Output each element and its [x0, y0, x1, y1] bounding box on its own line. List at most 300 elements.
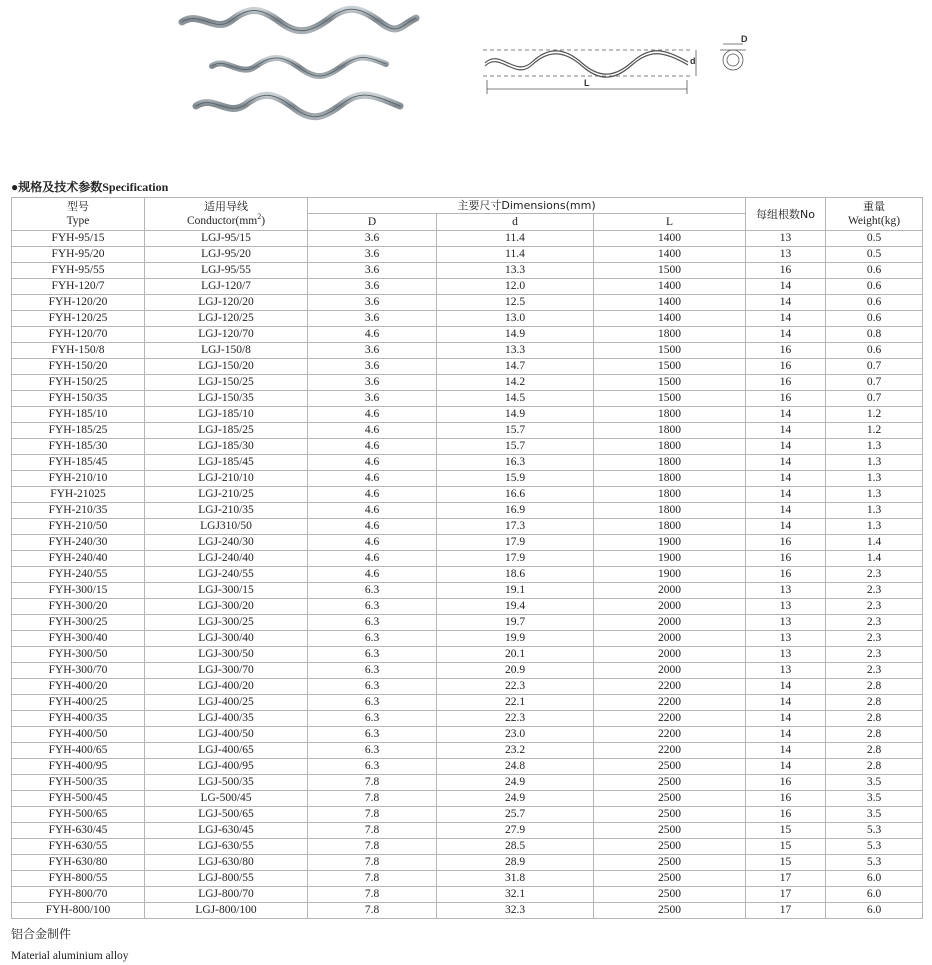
table-cell: 1500: [594, 343, 746, 359]
table-row: [12, 775, 923, 791]
table-cell: 0.7: [826, 391, 923, 407]
table-cell: 0.5: [826, 247, 923, 263]
table-cell: FYH-400/95: [12, 759, 145, 775]
table-cell: 1.2: [826, 407, 923, 423]
table-cell: 2.3: [826, 647, 923, 663]
header-D: D: [308, 214, 437, 231]
table-cell: LGJ-120/25: [145, 311, 308, 327]
header-conductor-en: $Conductor(mm^2)$: [186, 212, 266, 227]
label-L: L: [584, 78, 590, 88]
table-cell: 6.3: [308, 695, 437, 711]
table-cell: LGJ-800/55: [145, 871, 308, 887]
table-cell: LGJ-300/15: [145, 583, 308, 599]
header-type-cn: 型号: [67, 200, 89, 213]
material-note-en: Material aluminium alloy: [11, 950, 129, 962]
table-cell: 2.8: [826, 727, 923, 743]
table-row: [12, 503, 923, 519]
table-cell: 7.8: [308, 871, 437, 887]
table-cell: 7.8: [308, 887, 437, 903]
table-cell: 2.3: [826, 631, 923, 647]
table-cell: FYH-240/55: [12, 567, 145, 583]
table-cell: 6.3: [308, 679, 437, 695]
table-cell: LGJ-400/95: [145, 759, 308, 775]
table-cell: FYH-800/70: [12, 887, 145, 903]
table-cell: 1800: [594, 407, 746, 423]
table-cell: 1900: [594, 567, 746, 583]
table-cell: 0.6: [826, 295, 923, 311]
table-cell: 2500: [594, 855, 746, 871]
table-cell: FYH-400/50: [12, 727, 145, 743]
table-cell: 22.1: [437, 695, 594, 711]
table-cell: 1800: [594, 487, 746, 503]
table-cell: LGJ-150/25: [145, 375, 308, 391]
table-cell: 14: [746, 423, 826, 439]
table-cell: 14: [746, 455, 826, 471]
table-cell: 2.8: [826, 679, 923, 695]
table-cell: FYH-185/30: [12, 439, 145, 455]
table-cell: 22.3: [437, 679, 594, 695]
table-cell: FYH-185/25: [12, 423, 145, 439]
table-cell: 1.3: [826, 503, 923, 519]
table-cell: LGJ-800/70: [145, 887, 308, 903]
header-type: [12, 198, 145, 231]
table-cell: 2.3: [826, 567, 923, 583]
table-cell: 16: [746, 375, 826, 391]
table-cell: FYH-300/25: [12, 615, 145, 631]
table-row: [12, 391, 923, 407]
table-cell: 1800: [594, 455, 746, 471]
table-cell: 6.3: [308, 583, 437, 599]
table-cell: FYH-400/65: [12, 743, 145, 759]
table-cell: 6.3: [308, 743, 437, 759]
table-cell: 32.3: [437, 903, 594, 919]
table-cell: 3.6: [308, 375, 437, 391]
table-cell: LG-500/45: [145, 791, 308, 807]
table-cell: FYH-630/80: [12, 855, 145, 871]
table-cell: 4.6: [308, 439, 437, 455]
table-cell: LGJ-240/30: [145, 535, 308, 551]
table-cell: FYH-120/20: [12, 295, 145, 311]
table-cell: LGJ-185/10: [145, 407, 308, 423]
table-body: [12, 231, 923, 919]
table-cell: FYH-500/35: [12, 775, 145, 791]
table-cell: FYH-300/50: [12, 647, 145, 663]
table-row: [12, 359, 923, 375]
table-cell: 7.8: [308, 839, 437, 855]
table-cell: 16: [746, 807, 826, 823]
table-cell: 2500: [594, 807, 746, 823]
table-cell: 15.7: [437, 423, 594, 439]
table-cell: LGJ-300/20: [145, 599, 308, 615]
table-cell: 32.1: [437, 887, 594, 903]
table-cell: 2.3: [826, 663, 923, 679]
table-cell: 2500: [594, 871, 746, 887]
table-cell: 2000: [594, 647, 746, 663]
table-cell: 3.6: [308, 247, 437, 263]
label-D: D: [741, 34, 748, 44]
table-row: [12, 871, 923, 887]
table-cell: 6.3: [308, 727, 437, 743]
table-cell: 1400: [594, 295, 746, 311]
table-cell: 6.3: [308, 631, 437, 647]
table-cell: 16: [746, 567, 826, 583]
table-cell: 1.2: [826, 423, 923, 439]
table-cell: LGJ-150/35: [145, 391, 308, 407]
table-cell: 12.0: [437, 279, 594, 295]
table-cell: FYH-150/25: [12, 375, 145, 391]
table-cell: LGJ-185/30: [145, 439, 308, 455]
table-cell: 6.0: [826, 887, 923, 903]
table-cell: 0.6: [826, 279, 923, 295]
table-cell: LGJ-240/40: [145, 551, 308, 567]
table-cell: 4.6: [308, 519, 437, 535]
header-weight-en: Weight(kg): [847, 215, 901, 227]
table-cell: FYH-120/70: [12, 327, 145, 343]
table-row: [12, 423, 923, 439]
table-cell: LGJ-95/55: [145, 263, 308, 279]
table-cell: 13.3: [437, 343, 594, 359]
table-cell: 14: [746, 679, 826, 695]
table-cell: FYH-300/40: [12, 631, 145, 647]
table-cell: 1.4: [826, 551, 923, 567]
table-cell: LGJ-210/25: [145, 487, 308, 503]
table-cell: 6.3: [308, 663, 437, 679]
table-cell: 5.3: [826, 855, 923, 871]
table-row: [12, 327, 923, 343]
table-row: [12, 439, 923, 455]
table-cell: 12.5: [437, 295, 594, 311]
table-row: [12, 791, 923, 807]
table-cell: 16.9: [437, 503, 594, 519]
table-cell: 19.1: [437, 583, 594, 599]
table-row: [12, 759, 923, 775]
table-row: [12, 535, 923, 551]
table-cell: 2.8: [826, 743, 923, 759]
table-cell: 2000: [594, 599, 746, 615]
table-cell: 13: [746, 599, 826, 615]
table-row: [12, 375, 923, 391]
table-cell: 24.9: [437, 791, 594, 807]
table-cell: FYH-240/40: [12, 551, 145, 567]
table-cell: 1400: [594, 231, 746, 247]
table-cell: FYH-210/10: [12, 471, 145, 487]
table-cell: LGJ-120/7: [145, 279, 308, 295]
table-cell: 0.6: [826, 311, 923, 327]
table-cell: LGJ-240/55: [145, 567, 308, 583]
table-cell: 25.7: [437, 807, 594, 823]
table-cell: 6.0: [826, 903, 923, 919]
table-cell: 1400: [594, 247, 746, 263]
table-cell: 5.3: [826, 839, 923, 855]
table-cell: FYH-95/55: [12, 263, 145, 279]
table-cell: 20.9: [437, 663, 594, 679]
table-cell: 3.5: [826, 775, 923, 791]
table-row: [12, 743, 923, 759]
table-cell: 0.6: [826, 343, 923, 359]
table-cell: LGJ-120/20: [145, 295, 308, 311]
table-cell: 2000: [594, 583, 746, 599]
table-cell: 2200: [594, 695, 746, 711]
table-cell: 13: [746, 647, 826, 663]
table-cell: 14: [746, 471, 826, 487]
table-cell: 15: [746, 823, 826, 839]
table-row: [12, 663, 923, 679]
table-cell: 4.6: [308, 471, 437, 487]
table-cell: 1900: [594, 535, 746, 551]
table-cell: 17: [746, 887, 826, 903]
table-cell: 13: [746, 663, 826, 679]
table-cell: 16: [746, 359, 826, 375]
table-cell: LGJ310/50: [145, 519, 308, 535]
table-row: [12, 711, 923, 727]
table-cell: 17: [746, 903, 826, 919]
table-cell: 16: [746, 535, 826, 551]
table-cell: 4.6: [308, 535, 437, 551]
header-weight: [826, 198, 923, 231]
table-cell: 0.5: [826, 231, 923, 247]
table-cell: 5.3: [826, 823, 923, 839]
table-cell: 15.9: [437, 471, 594, 487]
table-cell: 1800: [594, 327, 746, 343]
table-cell: 17.9: [437, 551, 594, 567]
table-cell: 3.6: [308, 279, 437, 295]
table-cell: 2000: [594, 615, 746, 631]
table-cell: 13: [746, 631, 826, 647]
table-row: [12, 839, 923, 855]
table-cell: 19.9: [437, 631, 594, 647]
table-cell: FYH-185/10: [12, 407, 145, 423]
table-cell: FYH-185/45: [12, 455, 145, 471]
table-cell: LGJ-150/20: [145, 359, 308, 375]
table-cell: LGJ-400/20: [145, 679, 308, 695]
table-cell: LGJ-185/25: [145, 423, 308, 439]
table-cell: 2200: [594, 743, 746, 759]
table-cell: LGJ-210/35: [145, 503, 308, 519]
table-cell: 7.8: [308, 903, 437, 919]
table-cell: LGJ-400/50: [145, 727, 308, 743]
table-cell: 3.6: [308, 359, 437, 375]
table-cell: 2500: [594, 839, 746, 855]
table-cell: 1800: [594, 519, 746, 535]
table-cell: 14: [746, 487, 826, 503]
table-cell: 2500: [594, 903, 746, 919]
table-row: [12, 551, 923, 567]
table-cell: 7.8: [308, 775, 437, 791]
table-cell: 0.8: [826, 327, 923, 343]
table-cell: 2000: [594, 631, 746, 647]
table-cell: 1900: [594, 551, 746, 567]
table-cell: LGJ-800/100: [145, 903, 308, 919]
table-row: [12, 647, 923, 663]
table-row: [12, 615, 923, 631]
table-cell: 16.3: [437, 455, 594, 471]
table-cell: 1500: [594, 375, 746, 391]
table-row: [12, 679, 923, 695]
table-row: [12, 455, 923, 471]
table-cell: FYH-21025: [12, 487, 145, 503]
table-cell: 2.3: [826, 583, 923, 599]
table-cell: FYH-210/35: [12, 503, 145, 519]
table-cell: 23.2: [437, 743, 594, 759]
table-cell: 0.7: [826, 375, 923, 391]
table-cell: 6.3: [308, 615, 437, 631]
table-cell: 14: [746, 407, 826, 423]
table-cell: 6.3: [308, 599, 437, 615]
table-row: [12, 583, 923, 599]
table-cell: 14.5: [437, 391, 594, 407]
table-cell: 2500: [594, 791, 746, 807]
table-cell: 19.7: [437, 615, 594, 631]
table-cell: 3.5: [826, 791, 923, 807]
table-cell: 1500: [594, 391, 746, 407]
table-cell: 1.3: [826, 487, 923, 503]
table-cell: 2.8: [826, 711, 923, 727]
table-row: [12, 599, 923, 615]
table-cell: 14: [746, 695, 826, 711]
table-cell: 3.6: [308, 263, 437, 279]
table-cell: FYH-500/65: [12, 807, 145, 823]
table-cell: 24.9: [437, 775, 594, 791]
table-cell: 0.6: [826, 263, 923, 279]
table-cell: LGJ-300/50: [145, 647, 308, 663]
table-cell: 13: [746, 583, 826, 599]
table-cell: 2500: [594, 823, 746, 839]
table-cell: 7.8: [308, 807, 437, 823]
table-cell: FYH-800/55: [12, 871, 145, 887]
table-cell: FYH-630/45: [12, 823, 145, 839]
table-cell: 2500: [594, 759, 746, 775]
table-row: [12, 263, 923, 279]
table-cell: 4.6: [308, 487, 437, 503]
table-row: [12, 343, 923, 359]
table-cell: LGJ-630/55: [145, 839, 308, 855]
table-cell: 3.6: [308, 295, 437, 311]
table-cell: 1500: [594, 359, 746, 375]
table-cell: 17: [746, 871, 826, 887]
table-cell: LGJ-400/65: [145, 743, 308, 759]
table-cell: 1.3: [826, 439, 923, 455]
table-cell: LGJ-400/35: [145, 711, 308, 727]
table-cell: 31.8: [437, 871, 594, 887]
table-cell: 2500: [594, 887, 746, 903]
table-cell: 2200: [594, 679, 746, 695]
table-cell: FYH-95/20: [12, 247, 145, 263]
table-cell: LGJ-185/45: [145, 455, 308, 471]
table-cell: LGJ-500/35: [145, 775, 308, 791]
table-row: [12, 407, 923, 423]
table-cell: 17.9: [437, 535, 594, 551]
table-cell: 4.6: [308, 551, 437, 567]
table-cell: FYH-400/20: [12, 679, 145, 695]
table-cell: 1800: [594, 503, 746, 519]
section-title: ●规格及技术参数Specification: [11, 180, 169, 194]
table-cell: FYH-300/15: [12, 583, 145, 599]
table-cell: 2.3: [826, 599, 923, 615]
table-cell: FYH-95/15: [12, 231, 145, 247]
table-cell: 4.6: [308, 327, 437, 343]
spiral-rod-photo: [182, 9, 416, 116]
table-cell: 1400: [594, 279, 746, 295]
table-row: [12, 295, 923, 311]
table-row: [12, 519, 923, 535]
table-row: [12, 855, 923, 871]
table-cell: 1.3: [826, 519, 923, 535]
header-conductor-cn: 适用导线: [204, 200, 248, 213]
table-cell: 17.3: [437, 519, 594, 535]
specification-table: [11, 197, 923, 919]
table-cell: 1800: [594, 423, 746, 439]
table-cell: 2.8: [826, 695, 923, 711]
label-d: d: [690, 56, 696, 66]
table-cell: 2.8: [826, 759, 923, 775]
table-cell: 1800: [594, 439, 746, 455]
table-cell: 1400: [594, 311, 746, 327]
table-cell: 23.0: [437, 727, 594, 743]
table-cell: FYH-630/55: [12, 839, 145, 855]
table-row: [12, 727, 923, 743]
table-cell: 2.3: [826, 615, 923, 631]
table-cell: FYH-400/25: [12, 695, 145, 711]
header-row-1: [12, 198, 923, 214]
header-conductor: [145, 198, 308, 231]
table-cell: 14: [746, 743, 826, 759]
table-cell: 13: [746, 247, 826, 263]
table-cell: 1800: [594, 471, 746, 487]
table-cell: 27.9: [437, 823, 594, 839]
table-cell: 16.6: [437, 487, 594, 503]
table-cell: 3.5: [826, 807, 923, 823]
table-cell: 28.9: [437, 855, 594, 871]
table-cell: LGJ-300/40: [145, 631, 308, 647]
table-cell: 4.6: [308, 455, 437, 471]
table-cell: 4.6: [308, 423, 437, 439]
table-cell: 18.6: [437, 567, 594, 583]
table-cell: 11.4: [437, 247, 594, 263]
table-cell: FYH-500/45: [12, 791, 145, 807]
table-cell: 16: [746, 263, 826, 279]
table-row: [12, 631, 923, 647]
table-cell: 11.4: [437, 231, 594, 247]
table-cell: LGJ-95/20: [145, 247, 308, 263]
table-cell: LGJ-150/8: [145, 343, 308, 359]
table-cell: 14: [746, 279, 826, 295]
table-cell: 4.6: [308, 503, 437, 519]
table-row: [12, 311, 923, 327]
table-cell: FYH-150/8: [12, 343, 145, 359]
table-cell: 14.9: [437, 407, 594, 423]
table-cell: 14.7: [437, 359, 594, 375]
table-cell: 14: [746, 727, 826, 743]
table-cell: LGJ-630/80: [145, 855, 308, 871]
header-weight-cn: 重量: [863, 200, 885, 213]
table-cell: 14.9: [437, 327, 594, 343]
header-dimensions: 主要尺寸Dimensions(mm): [308, 198, 746, 214]
table-cell: 13.0: [437, 311, 594, 327]
table-cell: FYH-240/30: [12, 535, 145, 551]
header-type-en: Type: [66, 215, 90, 227]
table-cell: FYH-800/100: [12, 903, 145, 919]
table-cell: 0.7: [826, 359, 923, 375]
table-row: [12, 903, 923, 919]
table-row: [12, 231, 923, 247]
table-row: [12, 247, 923, 263]
table-cell: FYH-150/35: [12, 391, 145, 407]
table-cell: 3.6: [308, 343, 437, 359]
table-cell: FYH-400/35: [12, 711, 145, 727]
table-cell: 15: [746, 855, 826, 871]
table-cell: 3.6: [308, 231, 437, 247]
table-cell: 2000: [594, 663, 746, 679]
